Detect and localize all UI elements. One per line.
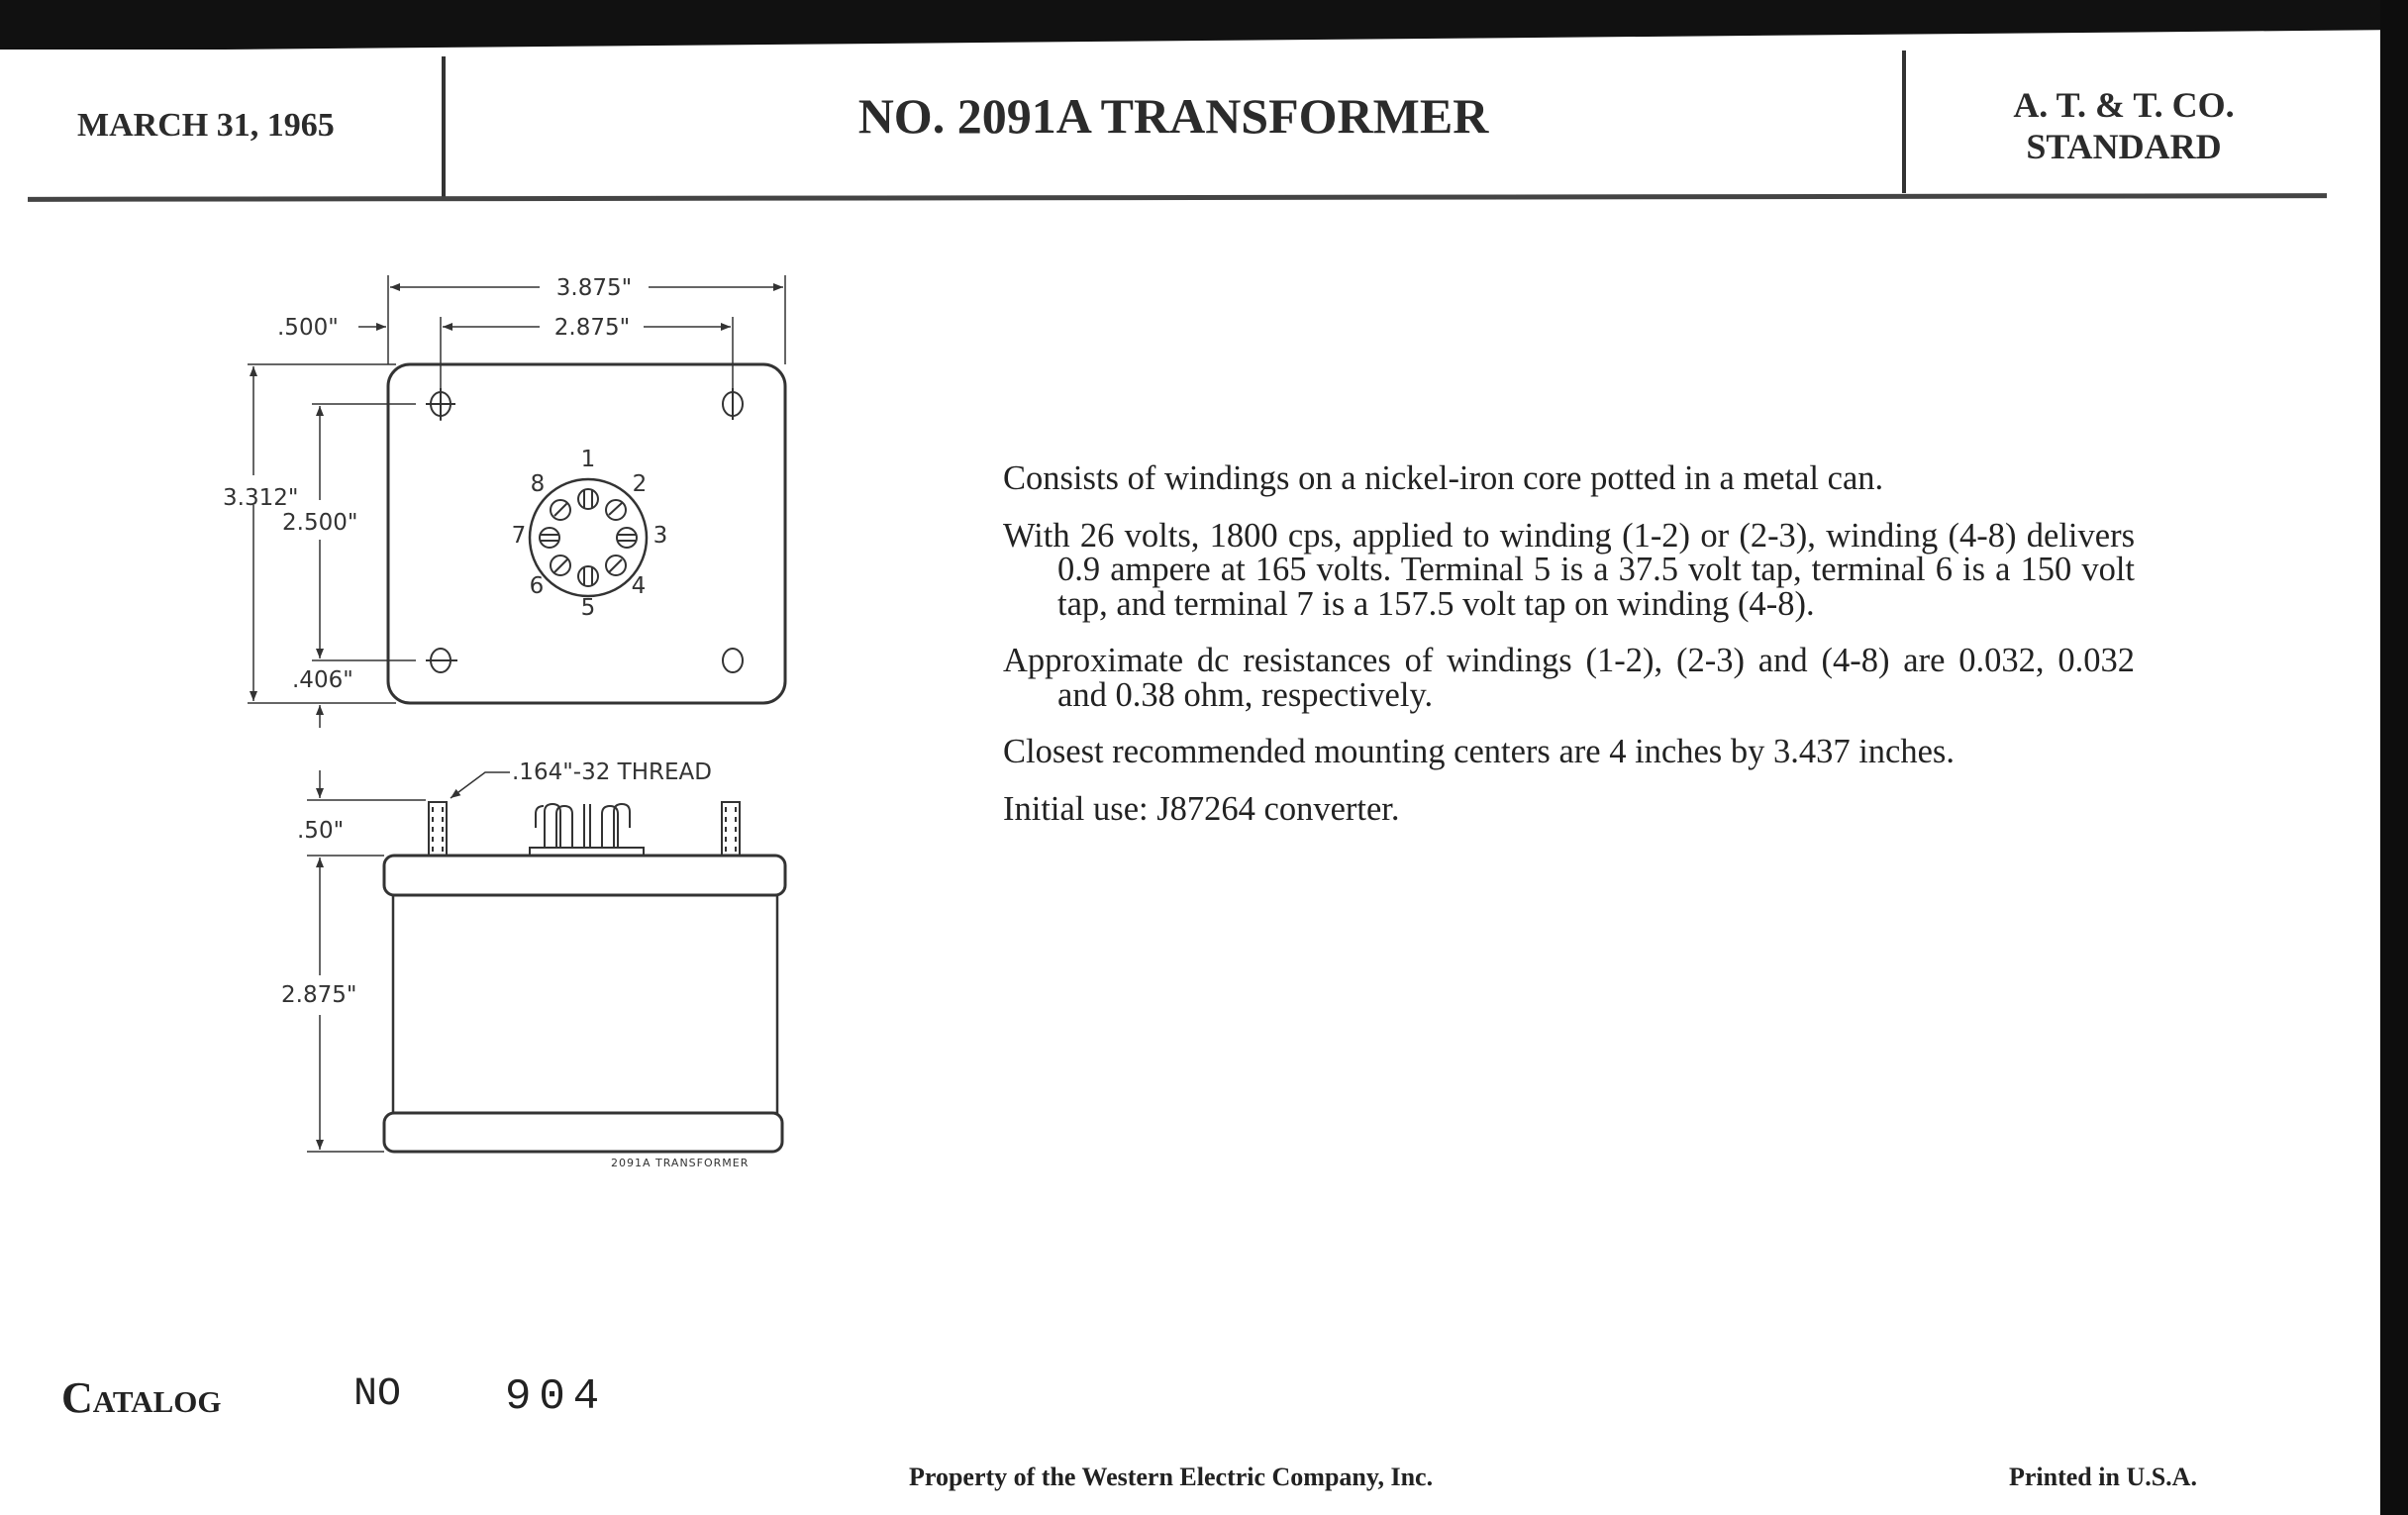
paragraph-ratings: With 26 volts, 1800 cps, applied to winding (1-2) or (2-3), winding (4-8) delivers 0.9 ampere at 165 volts. Terminal 5 is a 37.5 volt tap, terminal 6 is a 150 volt tap, and terminal 7 is a 157.5 volt tap on winding (4-8).: [1003, 516, 2135, 623]
terminal-3: 3: [652, 523, 668, 549]
paragraph-mounting: Closest recommended mounting centers are 4 inches by 3.437 inches.: [1003, 733, 1955, 770]
terminal-ring: [530, 479, 647, 596]
paragraph-resistances: Approximate dc resistances of windings (1-2), (2-3) and (4-8) are 0.032, 0.032 and 0.38 ohm, respectively.: [1003, 642, 2135, 714]
terminal-5: 5: [580, 595, 596, 621]
catalog-label: Catalog: [61, 1373, 222, 1422]
description: [1003, 461, 2135, 849]
standard-line-1: A. T. & T. CO.: [2013, 85, 2235, 125]
dim-bottom-offset: .406": [292, 667, 353, 693]
mounting-hole-icons: [426, 388, 743, 672]
side-view-outline: [384, 856, 785, 1152]
dim-hole-spacing-h: 2.875": [553, 315, 631, 341]
footer-property: Property of the Western Electric Company, Inc.: [909, 1463, 1434, 1491]
paragraph-construction: Consists of windings on a nickel-iron core potted in a metal can.: [1003, 459, 1884, 497]
dim-can-height: 2.875": [281, 982, 357, 1008]
drawing-caption: 2091A TRANSFORMER: [611, 1157, 750, 1169]
terminal-4: 4: [631, 573, 647, 599]
page-title: NO. 2091A TRANSFORMER: [857, 88, 1489, 144]
thread-note: .164"-32 THREAD: [512, 759, 712, 785]
dim-height-overall: 3.312": [223, 485, 299, 511]
terminal-2: 2: [632, 471, 648, 497]
top-view-dimensions: [248, 275, 785, 728]
dim-stud-height: .50": [297, 818, 345, 844]
terminal-1: 1: [580, 447, 596, 472]
issue-date: MARCH 31, 1965: [77, 107, 335, 144]
footer-printed: Printed in U.S.A.: [2009, 1463, 2197, 1491]
terminal-lug-icons: [530, 804, 644, 856]
terminal-6: 6: [529, 573, 545, 599]
dim-edge-offset: .500": [277, 315, 339, 341]
terminal-7: 7: [511, 523, 527, 549]
catalog-number: 904: [505, 1372, 608, 1422]
dim-hole-spacing-v: 2.500": [282, 510, 358, 536]
catalog-no-label: NO: [353, 1372, 402, 1417]
dim-width-overall: 3.875": [555, 275, 633, 301]
terminal-numbers: [512, 447, 668, 621]
terminal-screw-icons: [540, 489, 637, 586]
standard-line-2: STANDARD: [2026, 127, 2222, 166]
terminal-8: 8: [530, 471, 546, 497]
paragraph-initial-use: Initial use: J87264 converter.: [1003, 789, 1400, 828]
